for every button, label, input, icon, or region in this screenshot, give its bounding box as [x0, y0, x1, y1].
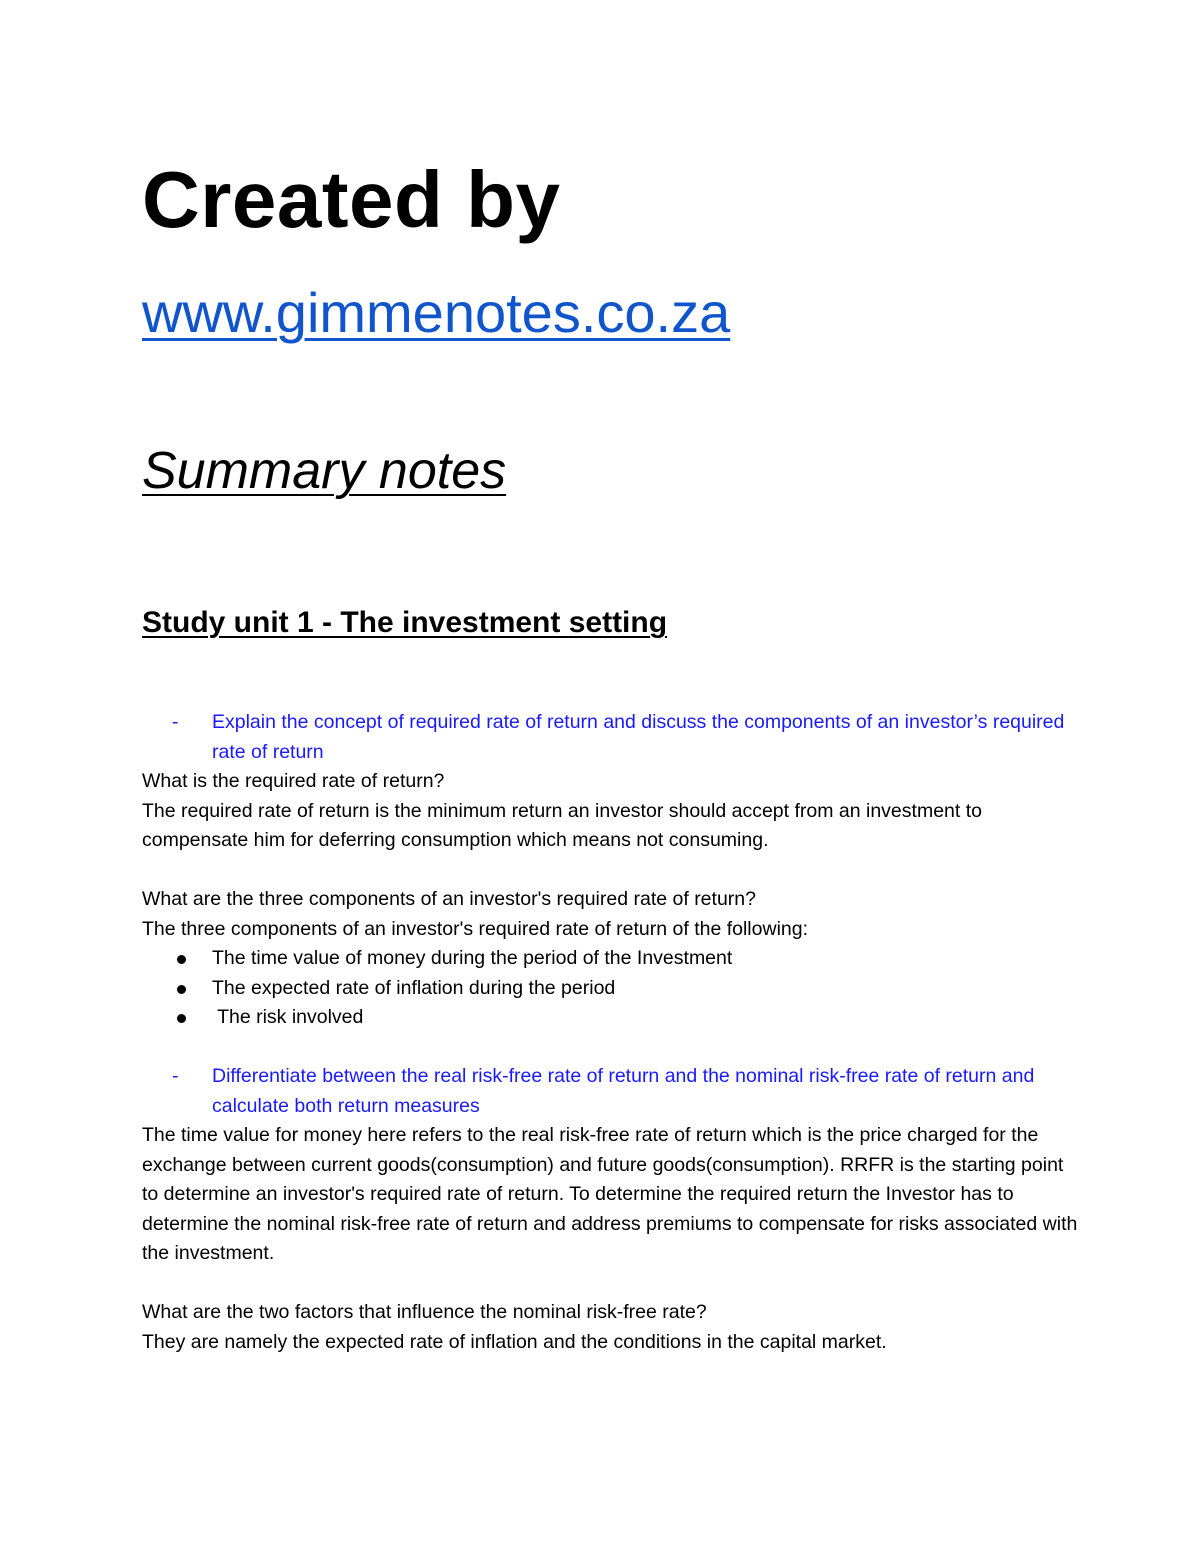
answer-three-components: The three components of an investor's required rate of return of the following: — [142, 917, 809, 940]
study-unit-heading: Study unit 1 - The investment setting — [142, 606, 668, 639]
paragraph-spacer — [142, 1269, 1082, 1299]
document-body — [142, 708, 1082, 1357]
learning-objective-1 — [142, 708, 1082, 767]
list-item — [142, 974, 1082, 1004]
objective-text: Differentiate between the real risk-free rate of return and the nominal risk-free rate of return and calculate both return measures — [212, 1065, 1035, 1117]
bullet-icon — [177, 955, 186, 964]
bullet-icon — [177, 985, 186, 994]
dash-marker: - — [172, 1065, 179, 1087]
question-nominal-rate-factors: What are the two factors that influence the nominal risk-free rate? — [142, 1301, 707, 1323]
dash-marker: - — [172, 711, 179, 733]
list-item — [142, 944, 1082, 974]
list-item — [142, 1003, 1082, 1033]
website-link[interactable]: www.gimmenotes.co.za — [142, 281, 731, 344]
learning-objective-2 — [142, 1062, 1082, 1121]
page-title: Created by — [142, 155, 561, 244]
question-required-rate: What is the required rate of return? — [142, 770, 445, 792]
question-three-components: What are the three components of an investor's required rate of return? — [142, 888, 756, 910]
components-list — [142, 944, 1082, 1033]
paragraph-real-risk-free-rate: The time value for money here refers to the real risk-free rate of return which is the price charged for the exchange between current goods(consumption) and future goods(consumption). RRFR is the starting point to determine an investor's required rate of return. To determine the required return the Investor has to determine the nominal risk-free rate of return and address premiums to compensate for risks associated with the investment. — [142, 1124, 1078, 1264]
paragraph-spacer — [142, 1033, 1082, 1063]
answer-nominal-rate-factors: They are namely the expected rate of inflation and the conditions in the capital market. — [142, 1330, 887, 1353]
list-item-text: The time value of money during the period of the Investment — [212, 947, 733, 969]
paragraph-spacer — [142, 856, 1082, 886]
list-item-text: The expected rate of inflation during the period — [212, 976, 616, 999]
document-subtitle: Summary notes — [142, 442, 507, 500]
objective-text: Explain the concept of required rate of return and discuss the components of an investor’s required rate of return — [212, 711, 1065, 763]
bullet-icon — [177, 1014, 186, 1023]
list-item-text: The risk involved — [212, 1006, 364, 1028]
answer-required-rate: The required rate of return is the minimum return an investor should accept from an investment to compensate him for deferring consumption which means not consuming. — [142, 799, 982, 851]
